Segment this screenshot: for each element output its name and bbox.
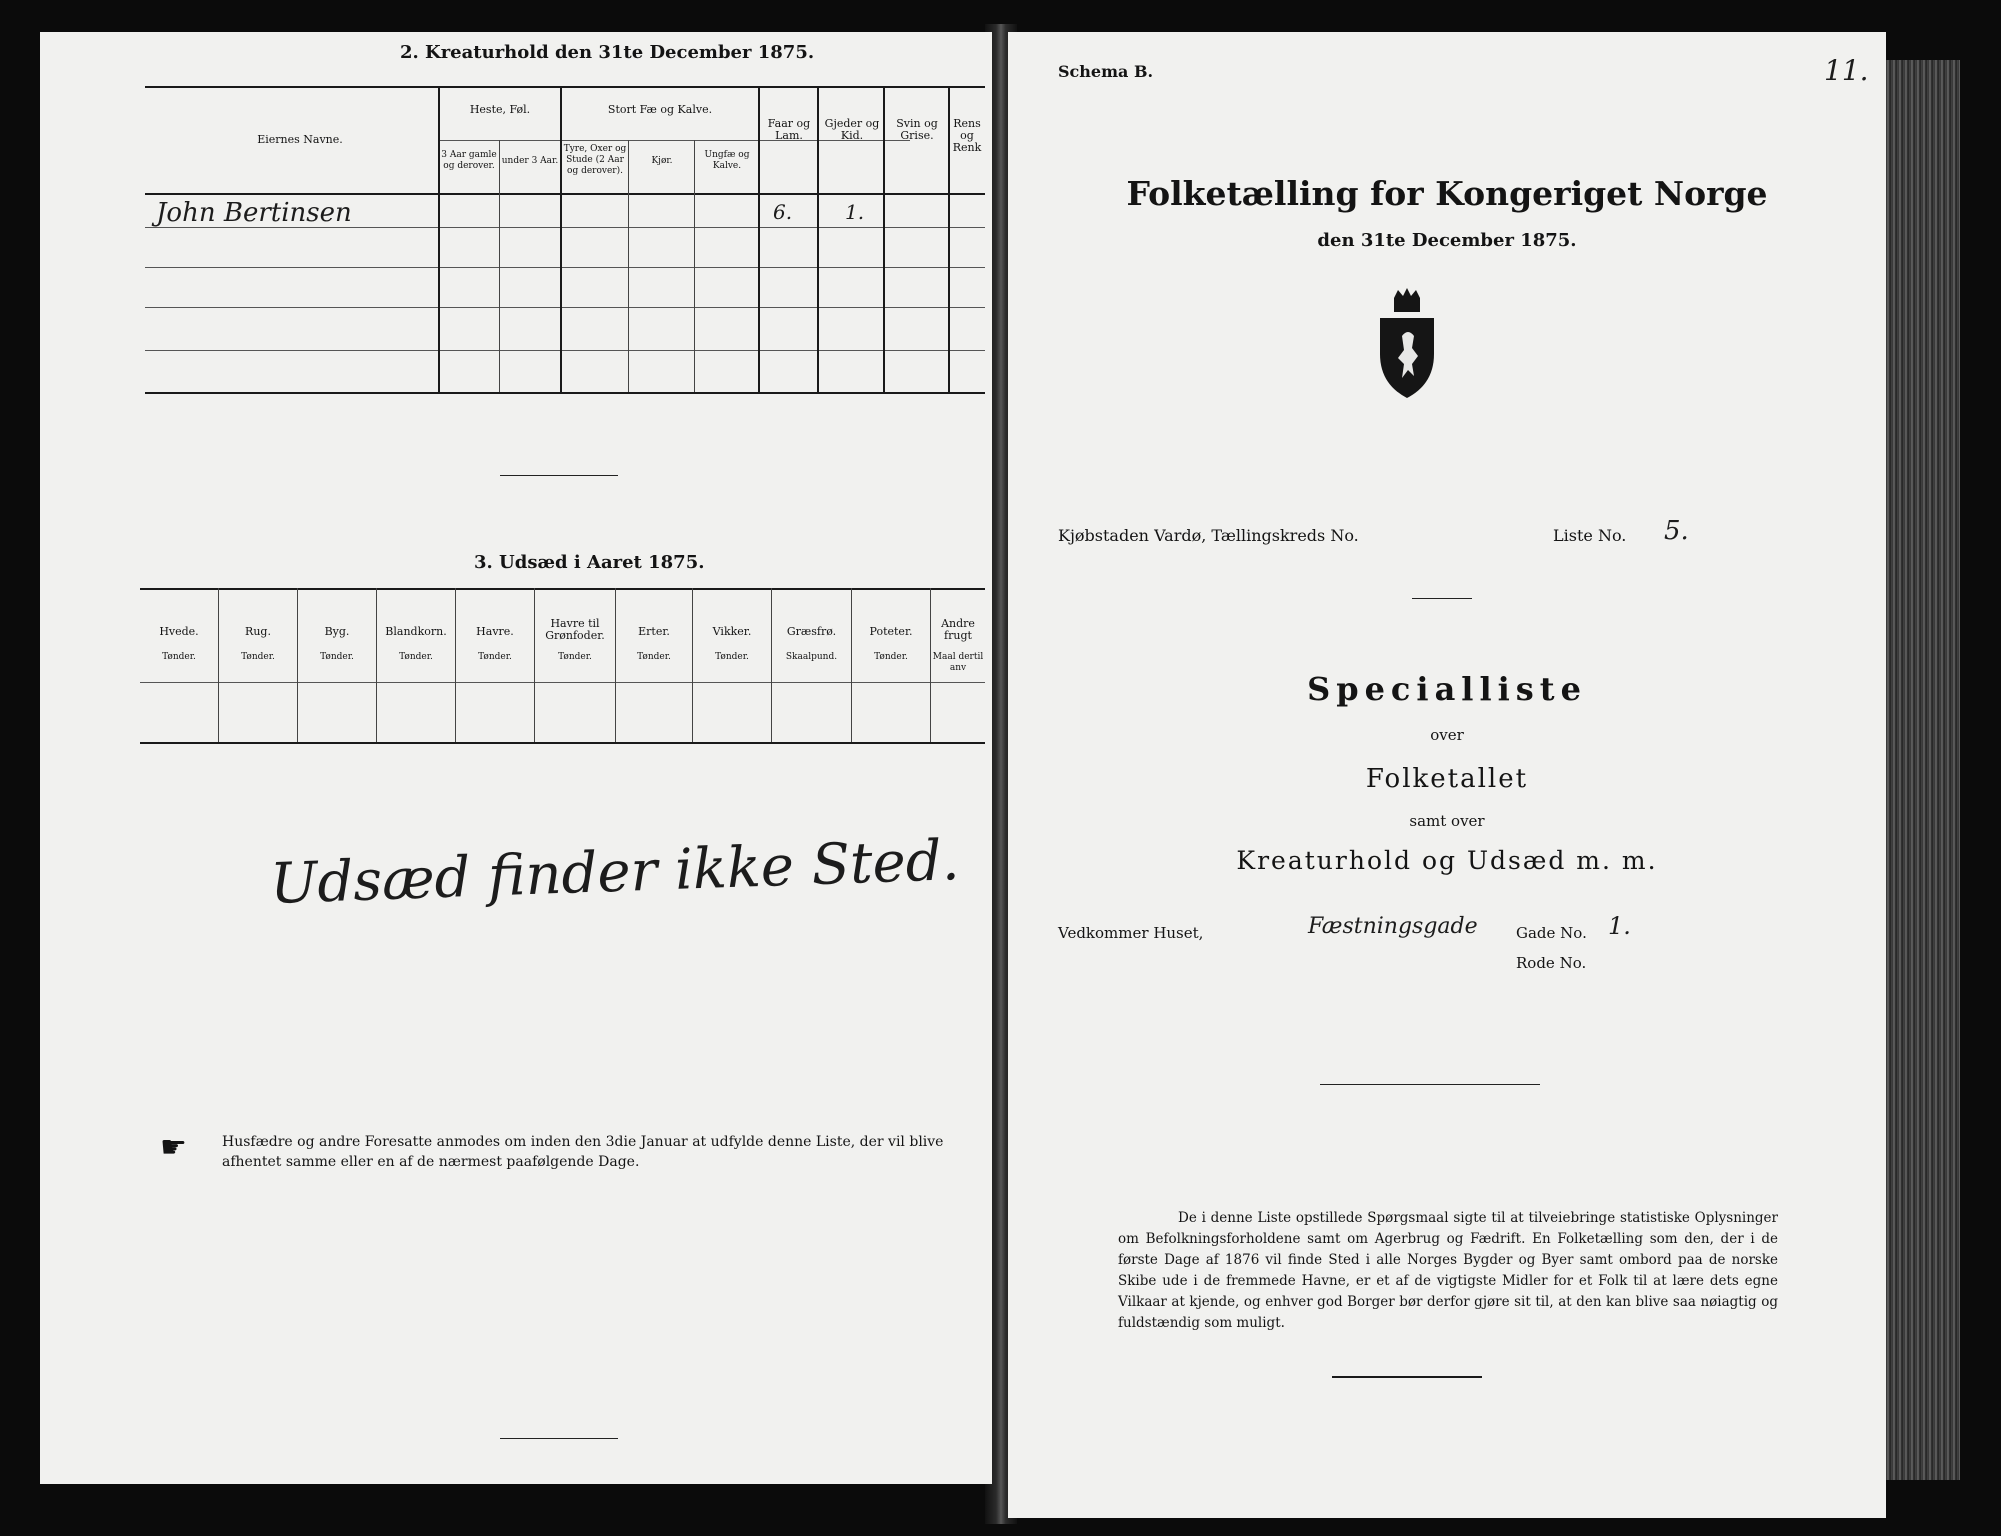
sow-col-peas: Erter. [638,625,670,638]
col-sheep-header: Faar og Lam. [767,117,811,142]
sow-col-grassseed: Græsfrø. [786,625,837,638]
liste-value: 5. [1664,516,1689,546]
rode-label: Rode No. [1516,954,1587,972]
folketallet-text: Folketallet [1365,764,1529,794]
coat-of-arms-emblem [1372,288,1442,400]
bottom-rule [500,1438,618,1439]
short-rule-1 [1412,598,1472,599]
gade-label: Gade No. [1516,924,1587,942]
sow-unit-other: Maal dertil anv [932,652,984,673]
sow-unit-vetch: Tønder. [715,652,749,662]
specialliste-heading: Specialliste [1307,670,1587,708]
goats-value-cell: 1. [845,200,865,224]
gade-value: 1. [1608,912,1631,940]
sow-unit-rye: Tønder. [241,652,275,662]
kreaturhold-text: Kreaturhold og Udsæd m. m. [1236,846,1658,875]
footer-instruction: Husfædre og andre Foresatte anmodes om inden den 3die Januar at udfylde denne Liste, der vil blive afhentet samme eller en af de nærmest paafølgende Dage. [222,1134,944,1170]
section2-title: 2. Kreaturhold den 31te December 1875. [400,42,815,63]
location-label: Kjøbstaden Vardø, Tællingskreds No. [1058,526,1359,545]
schema-label: Schema B. [1058,62,1154,81]
sow-unit-wheat: Tønder. [162,652,196,662]
liste-label: Liste No. [1553,526,1627,545]
info-paragraph: De i denne Liste opstillede Spørgsmaal sigte til at tilveiebringe statistiske Oplysninger om Befolkningsforholdene samt om Agerbrug og Fædrift. En Folketælling som den, der i de første Dage af 1876 vil finde Sted i alle Norges Bygder og Byer samt ombord paa de norske Skibe ude i de fremmede Havne, er et af de vigtigste Midler for et Folk til at lære dets egne Vilkaar at kjende, og enhver god Borger bør derfor gjøre sit til, at den kan blive saa nøiagtig og fuldstændig som muligt. [1118,1210,1778,1331]
page-edges [1880,60,1960,1480]
page-number: 11. [1824,54,1869,87]
separator-rule [500,475,618,476]
section3-title: 3. Udsæd i Aaret 1875. [474,552,705,573]
left-page [40,32,992,1484]
col-goats-header: Gjeder og Kid. [824,117,880,142]
col-owner-header: Eiernes Navne. [257,133,343,146]
samt-over-text: samt over [1409,812,1485,830]
sow-col-mixed: Blandkorn. [385,625,447,638]
horses-header: Heste, Føl. [469,103,531,116]
col-reindeer-header: Rens og Renk [952,118,982,154]
cattle-sub2: Kjør. [651,156,673,166]
handwritten-no-sowing: Udsæd finder ikke Sted. [269,827,961,918]
sow-col-wheat: Hvede. [159,625,199,638]
sow-col-vetch: Vikker. [712,625,752,638]
sow-col-potatoes: Poteter. [869,625,913,638]
sow-col-rye: Rug. [245,625,271,638]
sow-unit-barley: Tønder. [320,652,354,662]
vedkommer-value: Fæstningsgade [1308,914,1478,939]
cattle-header: Stort Fæ og Kalve. [607,103,713,116]
col-pigs-header: Svin og Grise. [896,117,938,142]
sow-unit-oats: Tønder. [478,652,512,662]
sow-col-other: Andre frugt [941,618,975,642]
sow-unit-potatoes: Tønder. [874,652,908,662]
sow-col-green-oats: Havre til Grønfoder. [545,617,605,642]
bottom-rule-right [1332,1376,1482,1378]
sow-col-oats: Havre. [476,625,514,638]
cattle-sub3: Ungfæ og Kalve. [704,150,750,171]
horses-sub1: 3 Aar gamle og derover. [441,150,497,171]
over-text-1: over [1430,726,1464,744]
cattle-sub1: Tyre, Oxer og Stude (2 Aar og derover). [563,144,627,176]
sow-unit-peas: Tønder. [637,652,671,662]
right-page [1008,32,1886,1518]
pointing-hand-icon: ☛ [160,1130,187,1165]
sow-unit-mixed: Tønder. [399,652,433,662]
sow-unit-grassseed: Skaalpund. [785,652,838,662]
vedkommer-label: Vedkommer Huset, [1058,924,1204,942]
sheep-value-cell: 6. [773,200,793,224]
main-title: Folketælling for Kongeriget Norge [1126,174,1768,213]
sow-col-barley: Byg. [324,625,350,638]
short-rule-2 [1320,1084,1540,1085]
horses-sub2: under 3 Aar. [501,156,559,166]
owner-name-cell: John Bertinsen [156,198,352,228]
census-date: den 31te December 1875. [1317,230,1577,251]
sow-unit-green-oats: Tønder. [558,652,592,662]
